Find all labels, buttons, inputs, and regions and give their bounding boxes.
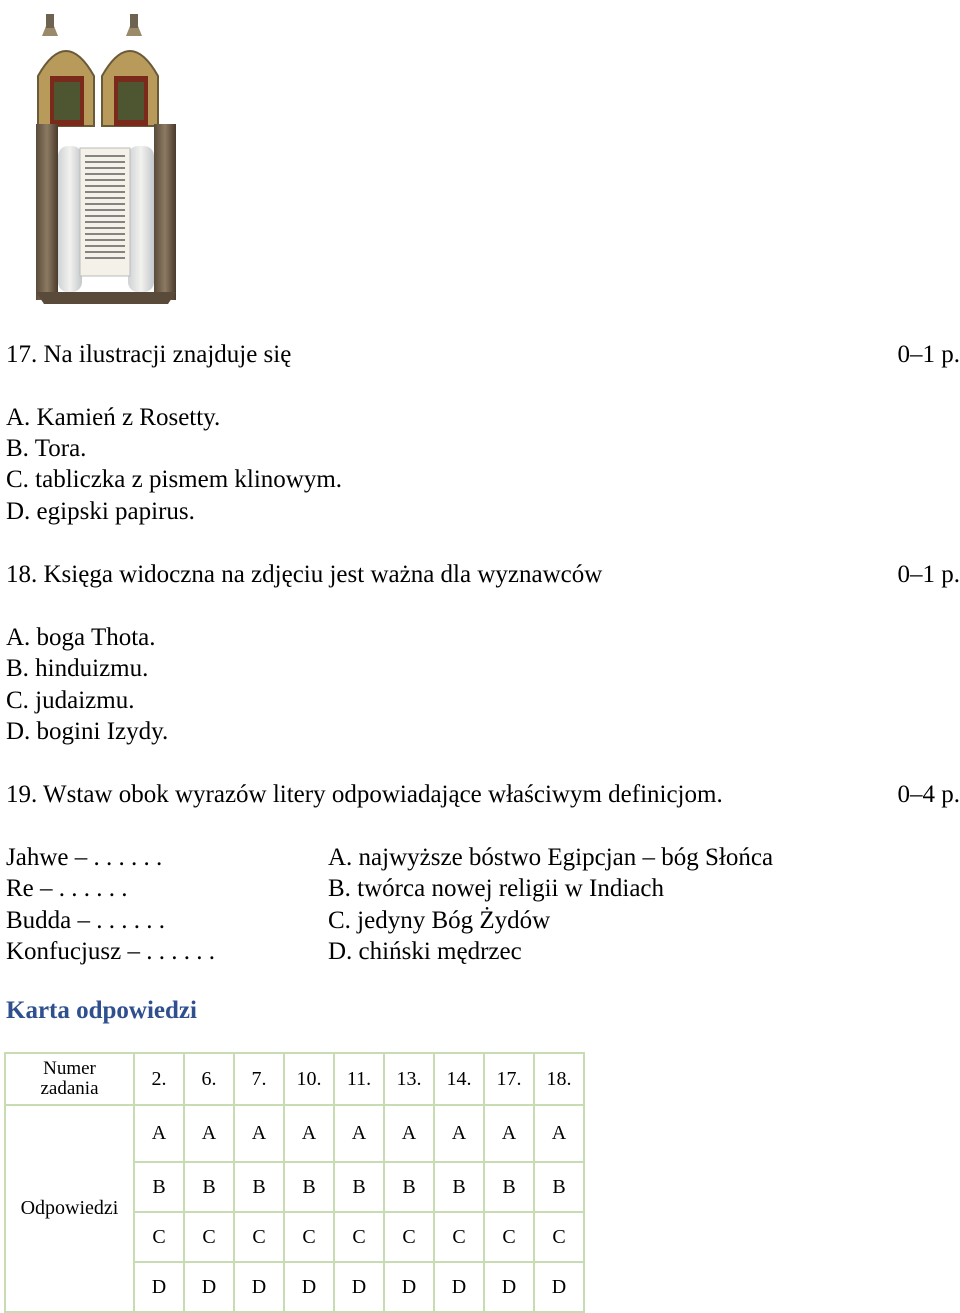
q18-option-a: A. boga Thota.: [6, 623, 156, 653]
answer-option-a[interactable]: A: [434, 1105, 484, 1162]
question-19: 19. Wstaw obok wyrazów litery odpowiadające właściwym definicjom.: [6, 780, 723, 810]
task-number: 11.: [334, 1053, 384, 1105]
q19-word-budda: Budda – . . . . . .: [6, 906, 165, 936]
answer-option-a[interactable]: A: [134, 1105, 184, 1162]
q19-definition-b: B. twórca nowej religii w Indiach: [328, 874, 664, 904]
answer-option-c[interactable]: C: [384, 1212, 434, 1262]
answer-option-b[interactable]: B: [184, 1162, 234, 1212]
question-17: 17. Na ilustracji znajduje się: [6, 340, 291, 370]
answer-option-d[interactable]: D: [234, 1262, 284, 1312]
answer-option-d[interactable]: D: [184, 1262, 234, 1312]
task-number: 13.: [384, 1053, 434, 1105]
q18-option-c: C. judaizmu.: [6, 686, 134, 716]
answer-option-b[interactable]: B: [384, 1162, 434, 1212]
answer-option-a[interactable]: A: [384, 1105, 434, 1162]
answer-option-d[interactable]: D: [534, 1262, 584, 1312]
task-number: 18.: [534, 1053, 584, 1105]
q19-definition-d: D. chiński mędrzec: [328, 937, 522, 967]
answer-option-a[interactable]: A: [184, 1105, 234, 1162]
answer-option-b[interactable]: B: [484, 1162, 534, 1212]
answer-option-c[interactable]: C: [484, 1212, 534, 1262]
question-17-points: 0–1 p.: [898, 340, 960, 370]
answer-card-table: [4, 1052, 585, 1313]
q19-word-jahwe: Jahwe – . . . . . .: [6, 843, 162, 873]
task-number: 6.: [184, 1053, 234, 1105]
task-number-header: [5, 1053, 134, 1105]
answer-option-b[interactable]: B: [134, 1162, 184, 1212]
answer-option-c[interactable]: C: [434, 1212, 484, 1262]
answer-option-a[interactable]: A: [334, 1105, 384, 1162]
answer-option-b[interactable]: B: [434, 1162, 484, 1212]
answer-option-c[interactable]: C: [234, 1212, 284, 1262]
answers-row-label: Odpowiedzi: [5, 1105, 134, 1312]
task-number: 2.: [134, 1053, 184, 1105]
answer-option-d[interactable]: D: [434, 1262, 484, 1312]
q17-option-d: D. egipski papirus.: [6, 497, 195, 527]
torah-scroll-image: [28, 6, 193, 306]
answer-option-c[interactable]: C: [134, 1212, 184, 1262]
task-number: 10.: [284, 1053, 334, 1105]
answer-option-b[interactable]: B: [234, 1162, 284, 1212]
q19-definition-c: C. jedyny Bóg Żydów: [328, 906, 550, 936]
answer-option-d[interactable]: D: [334, 1262, 384, 1312]
question-18: 18. Księga widoczna na zdjęciu jest ważna dla wyznawców: [6, 560, 602, 590]
answer-option-c[interactable]: C: [184, 1212, 234, 1262]
answer-option-c[interactable]: C: [284, 1212, 334, 1262]
q17-option-c: C. tabliczka z pismem klinowym.: [6, 465, 342, 495]
answer-option-d[interactable]: D: [134, 1262, 184, 1312]
q19-definition-a: A. najwyższe bóstwo Egipcjan – bóg Słońca: [328, 843, 773, 873]
question-19-points: 0–4 p.: [898, 780, 960, 810]
answer-option-b[interactable]: B: [284, 1162, 334, 1212]
answer-option-a[interactable]: A: [284, 1105, 334, 1162]
answer-option-a[interactable]: A: [484, 1105, 534, 1162]
answer-option-b[interactable]: B: [334, 1162, 384, 1212]
answer-option-b[interactable]: B: [534, 1162, 584, 1212]
answer-option-c[interactable]: C: [534, 1212, 584, 1262]
task-number: 17.: [484, 1053, 534, 1105]
q18-option-d: D. bogini Izydy.: [6, 717, 168, 747]
answer-card-title: Karta odpowiedzi: [6, 996, 197, 1026]
task-number: 14.: [434, 1053, 484, 1105]
answer-option-c[interactable]: C: [334, 1212, 384, 1262]
answer-option-a[interactable]: A: [234, 1105, 284, 1162]
task-number-header-line2: zadania: [6, 1079, 133, 1099]
q17-option-b: B. Tora.: [6, 434, 86, 464]
q17-option-a: A. Kamień z Rosetty.: [6, 403, 220, 433]
question-18-points: 0–1 p.: [898, 560, 960, 590]
q19-word-konfucjusz: Konfucjusz – . . . . . .: [6, 937, 215, 967]
answer-option-a[interactable]: A: [534, 1105, 584, 1162]
answer-option-d[interactable]: D: [284, 1262, 334, 1312]
task-number-header-line1: Numer: [6, 1059, 133, 1079]
answer-option-d[interactable]: D: [484, 1262, 534, 1312]
answer-option-d[interactable]: D: [384, 1262, 434, 1312]
q18-option-b: B. hinduizmu.: [6, 654, 148, 684]
q19-word-re: Re – . . . . . .: [6, 874, 128, 904]
task-number: 7.: [234, 1053, 284, 1105]
